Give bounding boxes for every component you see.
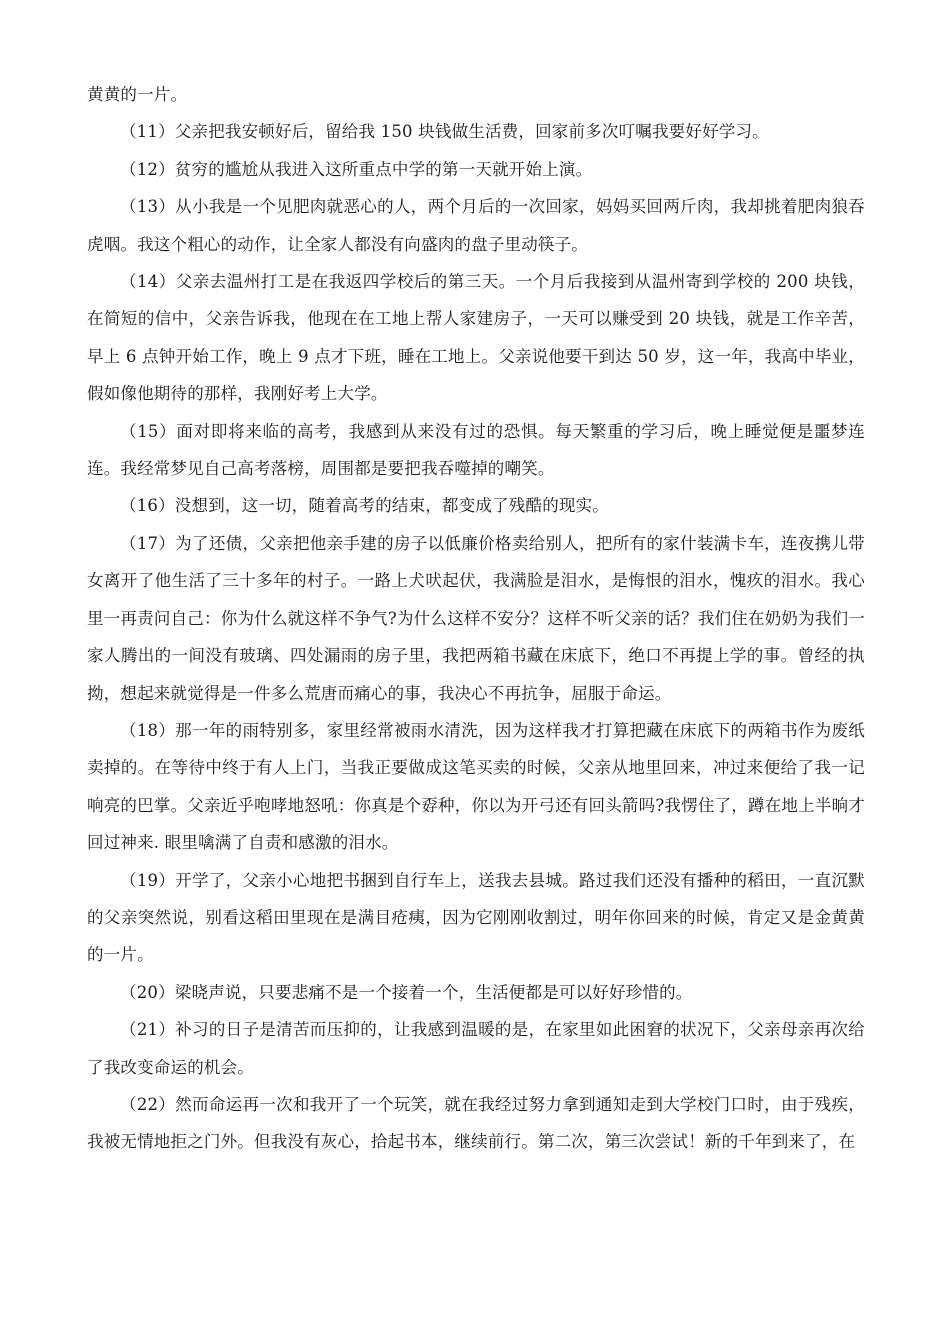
paragraph-19: （19）开学了，父亲小心地把书捆到自行车上，送我去县城。路过我们还没有播种的稻田，一直沉默的父亲突然说，别看这稻田里现在是满目疮痍，因为它刚刚收割过，明年你回来的时候，肯定又是金黄黄的一片。	[87, 870, 865, 965]
paragraph-14: （14）父亲去温州打工是在我返四学校后的第三天。一个月后我接到从温州寄到学校的 200 块钱，在简短的信中，父亲告诉我，他现在在工地上帮人家建房子，一天可以赚受到 20 块钱，就是工作辛苦，早上 6 点钟开始工作，晚上 9 点才下班，睡在工地上。父亲说他要干到达 50 岁，这一年，我高中毕业，假如像他期待的那样，我刚好考上大学。	[87, 272, 865, 404]
paragraph-17: （17）为了还债，父亲把他亲手建的房子以低廉价格卖给别人，把所有的家什装满卡车，连夜携儿带女离开了他生活了三十多年的村子。一路上犬吠起伏，我满脸是泪水，是悔恨的泪水，愧疚的泪水。我心里一再责问自己：你为什么就这样不争气?为什么这样不安分？这样不听父亲的话？我们住在奶奶为我们一家人腾出的一间没有玻璃、四处漏雨的房子里，我把两箱书藏在床底下，绝口不再提上学的事。曾经的执拗，想起来就觉得是一件多么荒唐而痛心的事，我决心不再抗争，屈服于命运。	[87, 533, 865, 703]
paragraph-16: （16）没想到，这一切，随着高考的结束，都变成了残酷的现实。	[120, 496, 609, 516]
paragraph-20: （20）梁晓声说，只要悲痛不是一个接着一个，生活便都是可以好好珍惜的。	[120, 982, 693, 1002]
paragraph-13: （13）从小我是一个见肥肉就恶心的人，两个月后的一次回家，妈妈买回两斤肉，我却挑着肥肉狼吞虎咽。我这个粗心的动作，让全家人都没有向盛肉的盘子里动筷子。	[87, 197, 865, 254]
paragraph-11: （11）父亲把我安顿好后，留给我 150 块钱做生活费，回家前多次叮嘱我要好好学习。	[120, 122, 769, 142]
paragraph-21: （21）补习的日子是清苦而压抑的，让我感到温暖的是，在家里如此困窘的状况下，父亲母亲再次给了我改变命运的机会。	[87, 1020, 865, 1077]
paragraph-18: （18）那一年的雨特别多，家里经常被雨水清洗，因为这样我才打算把藏在床底下的两箱书作为废纸卖掉的。在等待中终于有人上门，当我正要做成这笔买卖的时候，父亲从地里回来，冲过来便给了我一记响亮的巴掌。父亲近乎咆哮地怒吼：你真是个孬种，你以为开弓还有回头箭吗?我愣住了，蹲在地上半晌才回过神来. 眼里噙满了自责和感激的泪水。	[87, 720, 865, 853]
paragraph-12: （12）贫穷的尴尬从我进入这所重点中学的第一天就开始上演。	[120, 159, 593, 179]
paragraph-22: （22）然而命运再一次和我开了一个玩笑，就在我经过努力拿到通知走到大学校门口时，由于残疾，我被无情地拒之门外。但我没有灰心，拾起书本，继续前行。第二次，第三次尝试！新的千年到来了，在	[87, 1094, 865, 1152]
article-body	[87, 76, 865, 1161]
paragraph-15: （15）面对即将来临的高考，我感到从来没有过的恐惧。每天繁重的学习后，晚上睡觉便是噩梦连连。我经常梦见自己高考落榜，周围都是要把我吞噬掉的嘲笑。	[87, 421, 865, 479]
paragraph-continuation: 黄黄的一片。	[87, 85, 188, 104]
